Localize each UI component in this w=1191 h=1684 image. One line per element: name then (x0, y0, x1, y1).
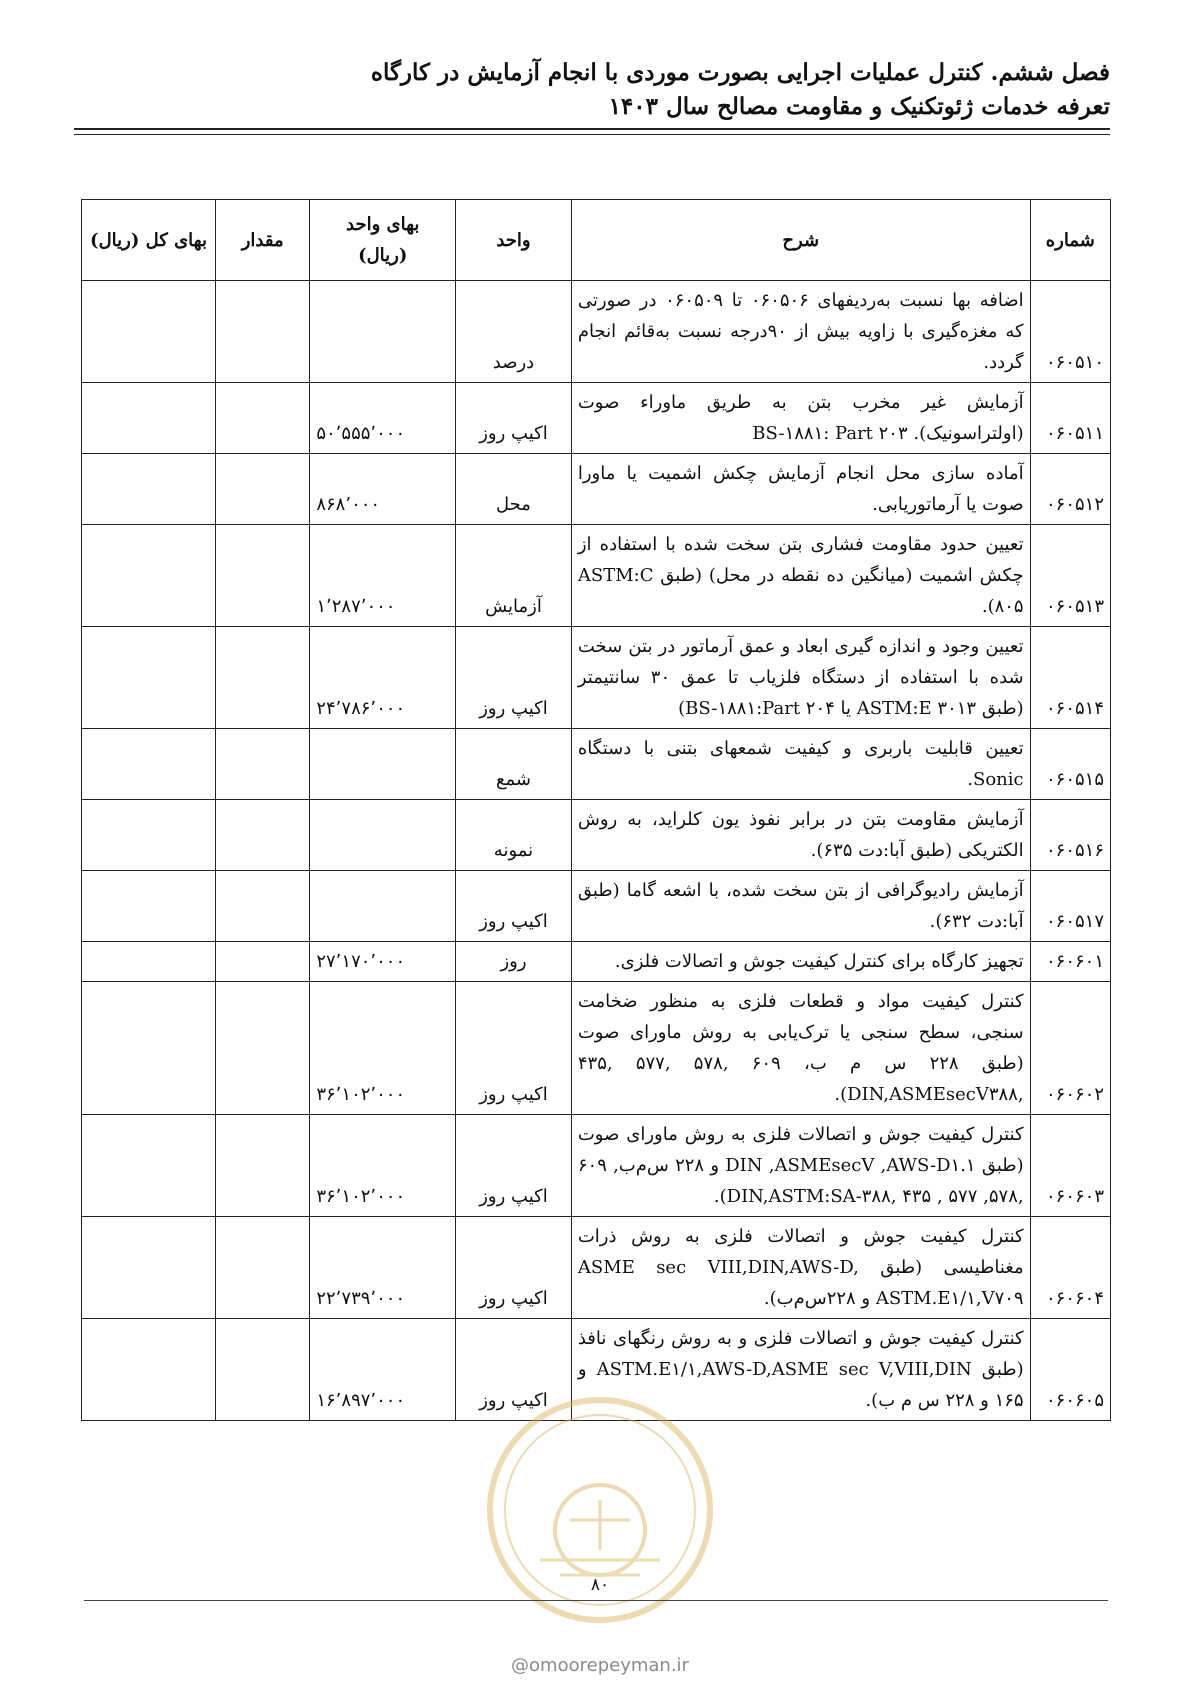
row-qty (216, 1115, 310, 1217)
row-desc: تعیین قابلیت باربری و کیفیت شمعهای بتنی با دستگاه Sonic. (571, 729, 1030, 800)
table-row (82, 281, 1111, 383)
row-unit: اکیپ روز (456, 1319, 572, 1421)
row-unit: شمع (456, 729, 572, 800)
row-desc: آزمایش رادیوگرافی از بتن سخت شده، با اشعه گاما (طبق آبا:دت ۶۳۲). (571, 871, 1030, 942)
tariff-table (81, 199, 1111, 1421)
row-price: ۵۰٬۵۵۵٬۰۰۰ (310, 383, 456, 454)
table-row (82, 454, 1111, 525)
row-unit: اکیپ روز (456, 1115, 572, 1217)
header-rule-thick (74, 128, 1110, 130)
row-desc: کنترل کیفیت جوش و اتصالات فلزی به روش ذرات مغناطیسی (طبق ASME sec VIII,DIN,AWS-D, ASTM.E۱/۱,V۷۰۹ و ۲۲۸س‌م‌ب). (571, 1217, 1030, 1319)
row-desc: آزمایش مقاومت بتن در برابر نفوذ یون کلراید، به روش الکتریکی (طبق آبا:دت ۶۳۵). (571, 800, 1030, 871)
table-row (82, 942, 1111, 982)
row-total (82, 1319, 216, 1421)
page-header (74, 56, 1110, 124)
table-row (82, 525, 1111, 627)
row-desc: کنترل کیفیت جوش و اتصالات فلزی به روش ماورای صوت (طبق DIN ,ASMEsecV ,AWS-D۱.۱ و ۲۲۸ س‌م‌ب, ۶۰۹ ,۵۷۸, ۵۷۷ , ۴۳۵ ,DIN,ASTM:SA-۳۸۸). (571, 1115, 1030, 1217)
row-total (82, 525, 216, 627)
row-code: ۰۶۰۶۰۵ (1030, 1319, 1110, 1421)
row-desc: آماده سازی محل انجام آزمایش چکش اشمیت یا ماورا صوت یا آرماتوریابی. (571, 454, 1030, 525)
header-qty: مقدار (216, 200, 310, 281)
table-row (82, 1217, 1111, 1319)
table-row (82, 729, 1111, 800)
row-total (82, 729, 216, 800)
row-total (82, 942, 216, 982)
row-code: ۰۶۰۵۱۵ (1030, 729, 1110, 800)
row-price: ۲۲٬۷۳۹٬۰۰۰ (310, 1217, 456, 1319)
row-unit: اکیپ روز (456, 1217, 572, 1319)
header-unit-price-line2: (ریال) (358, 245, 408, 266)
row-price: ۳۶٬۱۰۲٬۰۰۰ (310, 982, 456, 1115)
row-total (82, 982, 216, 1115)
row-code: ۰۶۰۵۱۰ (1030, 281, 1110, 383)
row-code: ۰۶۰۶۰۱ (1030, 942, 1110, 982)
row-price: ۳۶٬۱۰۲٬۰۰۰ (310, 1115, 456, 1217)
row-qty (216, 1217, 310, 1319)
table-row (82, 383, 1111, 454)
table-row (82, 1115, 1111, 1217)
row-qty (216, 525, 310, 627)
row-qty (216, 800, 310, 871)
row-price: ۲۷٬۱۷۰٬۰۰۰ (310, 942, 456, 982)
header-desc: شرح (571, 200, 1030, 281)
tariff-title: تعرفه خدمات ژئوتکنیک و مقاومت مصالح سال ۱۴۰۳ (608, 93, 1110, 120)
row-qty (216, 281, 310, 383)
row-code: ۰۶۰۵۱۶ (1030, 800, 1110, 871)
row-qty (216, 627, 310, 729)
header-rule-thin (74, 134, 1110, 135)
row-desc: کنترل کیفیت مواد و قطعات فلزی به منظور ضخامت سنجی، سطح سنجی یا ترک‌یابی به روش ماورای صوت (طبق ۲۲۸ س م ب، ۶۰۹ ,۵۷۸ ,۵۷۷ ,۴۳۵ ,DIN,ASMEsecV۳۸۸). (571, 982, 1030, 1115)
table-row (82, 800, 1111, 871)
row-price: ۱٬۲۸۷٬۰۰۰ (310, 525, 456, 627)
row-unit: اکیپ روز (456, 982, 572, 1115)
table-row (82, 1319, 1111, 1421)
row-total (82, 1217, 216, 1319)
row-desc: آزمایش غیر مخرب بتن به طریق ماوراء صوت (اولتراسونیک). BS-۱۸۸۱: Part ۲۰۳ (571, 383, 1030, 454)
row-qty (216, 871, 310, 942)
row-qty (216, 454, 310, 525)
row-total (82, 627, 216, 729)
row-unit: محل (456, 454, 572, 525)
row-unit: اکیپ روز (456, 627, 572, 729)
row-price: ۱۶٬۸۹۷٬۰۰۰ (310, 1319, 456, 1421)
row-qty (216, 729, 310, 800)
row-code: ۰۶۰۵۱۲ (1030, 454, 1110, 525)
header-unit-price (310, 200, 456, 281)
table-row (82, 871, 1111, 942)
page-number: ۸۰ (590, 1575, 610, 1595)
row-code: ۰۶۰۵۱۴ (1030, 627, 1110, 729)
row-total (82, 454, 216, 525)
row-price (310, 871, 456, 942)
chapter-title: فصل ششم. کنترل عملیات اجرایی بصورت موردی با انجام آزمایش در کارگاه (370, 59, 1110, 86)
row-code: ۰۶۰۵۱۱ (1030, 383, 1110, 454)
row-code: ۰۶۰۶۰۲ (1030, 982, 1110, 1115)
row-qty (216, 1319, 310, 1421)
row-unit: اکیپ روز (456, 871, 572, 942)
row-price: ۲۴٬۷۸۶٬۰۰۰ (310, 627, 456, 729)
row-total (82, 871, 216, 942)
row-total (82, 281, 216, 383)
row-total (82, 800, 216, 871)
table-row (82, 982, 1111, 1115)
row-qty (216, 383, 310, 454)
footer-rule (84, 1600, 1108, 1601)
row-price (310, 800, 456, 871)
row-desc: تعیین حدود مقاومت فشاری بتن سخت شده با استفاده از چکش اشمیت (میانگین ده نقطه در محل) (طبق ASTM:C ۸۰۵). (571, 525, 1030, 627)
row-code: ۰۶۰۵۱۳ (1030, 525, 1110, 627)
row-code: ۰۶۰۵۱۷ (1030, 871, 1110, 942)
table-row (82, 627, 1111, 729)
row-qty (216, 982, 310, 1115)
header-unit-price-line1: بهای واحد (346, 214, 420, 235)
row-desc: تجهیز کارگاه برای کنترل کیفیت جوش و اتصالات فلزی. (571, 942, 1030, 982)
row-unit: آزمایش (456, 525, 572, 627)
row-price (310, 729, 456, 800)
row-unit: درصد (456, 281, 572, 383)
row-price: ۸۶۸٬۰۰۰ (310, 454, 456, 525)
row-desc: کنترل کیفیت جوش و اتصالات فلزی و به روش رنگهای نافذ (طبق ASTM.E۱/۱,AWS-D,ASME sec V,VIII,DIN و ۱۶۵ و ۲۲۸ س م ب). (571, 1319, 1030, 1421)
header-total: بهای کل (ریال) (82, 200, 216, 281)
row-code: ۰۶۰۶۰۳ (1030, 1115, 1110, 1217)
row-qty (216, 942, 310, 982)
header-code: شماره (1030, 200, 1110, 281)
row-total (82, 1115, 216, 1217)
row-code: ۰۶۰۶۰۴ (1030, 1217, 1110, 1319)
table-header-row (82, 200, 1111, 281)
row-price (310, 281, 456, 383)
row-unit: اکیپ روز (456, 383, 572, 454)
row-desc: تعیین وجود و اندازه گیری ابعاد و عمق آرماتور در بتن سخت شده با استفاده از دستگاه فلزیاب تا عمق ۳۰ سانتیمتر (طبق ASTM:E ۳۰۱۳ یا BS-۱۸۸۱:Part ۲۰۴) (571, 627, 1030, 729)
site-watermark: @omoorepeyman.ir (511, 1655, 689, 1676)
row-total (82, 383, 216, 454)
header-unit: واحد (456, 200, 572, 281)
row-desc: اضافه بها نسبت به‌ردیفهای ۰۶۰۵۰۶ تا ۰۶۰۵۰۹ در صورتی که مغزه‌گیری با زاویه بیش از ۹۰درجه نسبت به‌قائم انجام گردد. (571, 281, 1030, 383)
row-unit: روز (456, 942, 572, 982)
row-unit: نمونه (456, 800, 572, 871)
